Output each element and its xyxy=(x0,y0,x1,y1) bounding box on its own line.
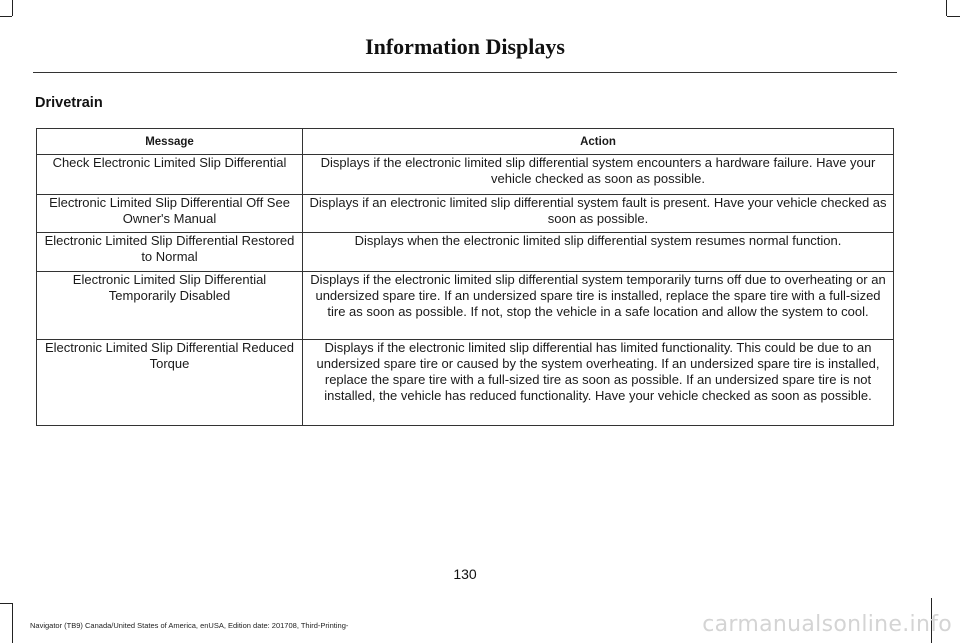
table-row xyxy=(37,233,894,272)
column-header-message: Message xyxy=(37,129,303,155)
page-number: 130 xyxy=(453,566,477,582)
action-cell: Displays if an electronic limited slip differential system fault is present. Have your vehicle checked as soon as possible. xyxy=(303,195,894,233)
table-row xyxy=(37,195,894,233)
column-header-action: Action xyxy=(303,129,894,155)
table-header-row xyxy=(37,129,894,155)
table-row xyxy=(37,272,894,340)
section-title: Drivetrain xyxy=(35,95,103,111)
message-cell: Electronic Limited Slip Differential Off See Owner's Manual xyxy=(37,195,303,233)
table-row xyxy=(37,155,894,195)
page-header-title: Information Displays xyxy=(365,34,565,59)
table-row xyxy=(37,340,894,426)
edition-footer: Navigator (TB9) Canada/United States of America, enUSA, Edition date: 201708, Third-Printing- xyxy=(30,621,349,630)
action-cell: Displays if the electronic limited slip differential system encounters a hardware failure. Have your vehicle checked as soon as possible. xyxy=(303,155,894,195)
crop-mark-top-left-h xyxy=(0,16,12,17)
drivetrain-message-table xyxy=(36,128,894,426)
message-cell: Electronic Limited Slip Differential Restored to Normal xyxy=(37,233,303,272)
action-cell: Displays if the electronic limited slip differential has limited functionality. This could be due to an undersized spare tire or caused by the system overheating. If an undersized spare tire is installed, replace the spare tire with a full-sized tire as soon as possible. If an undersized spare tire is not installed, the vehicle has reduced functionality. Have your vehicle checked as soon as possible. xyxy=(303,340,894,426)
crop-mark-bottom-left-h xyxy=(0,603,12,604)
crop-mark-bottom-left-v xyxy=(12,603,13,643)
header-divider xyxy=(33,72,897,73)
message-cell: Electronic Limited Slip Differential Temporarily Disabled xyxy=(37,272,303,340)
action-cell: Displays when the electronic limited slip differential system resumes normal function. xyxy=(303,233,894,272)
message-cell: Electronic Limited Slip Differential Reduced Torque xyxy=(37,340,303,426)
action-cell: Displays if the electronic limited slip differential system temporarily turns off due to overheating or an undersized spare tire. If an undersized spare tire is installed, replace the spare tire with a full-sized tire as soon as possible. If not, stop the vehicle in a safe location and allow the system to cool. xyxy=(303,272,894,340)
watermark: carmanualsonline.info xyxy=(702,612,952,637)
crop-mark-top-left-v xyxy=(12,0,13,16)
message-cell: Check Electronic Limited Slip Differential xyxy=(37,155,303,195)
crop-mark-top-right-h xyxy=(947,16,960,17)
crop-mark-top-right-v xyxy=(946,0,947,16)
